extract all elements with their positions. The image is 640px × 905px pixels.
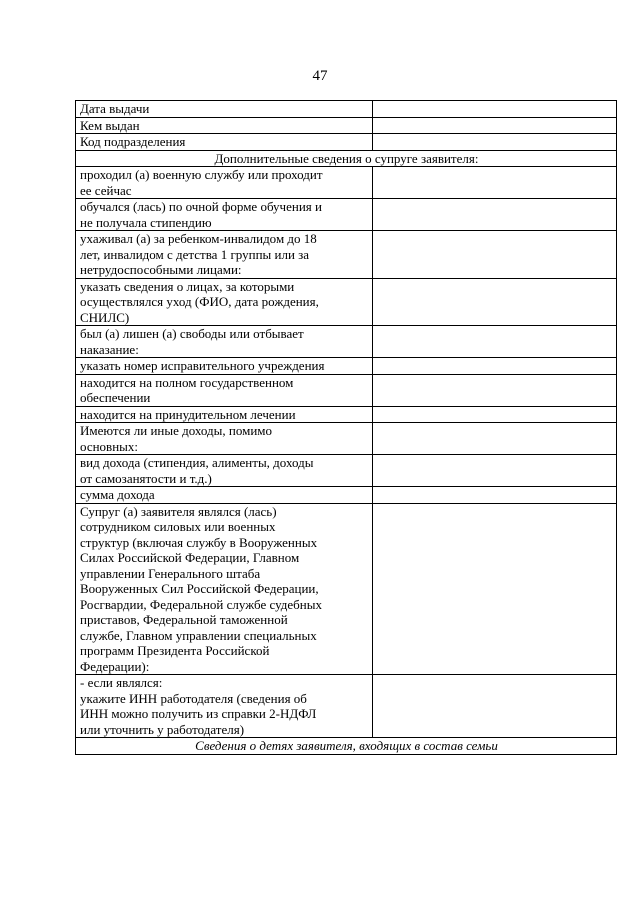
field-label bbox=[76, 278, 373, 326]
field-label-line: был (а) лишен (а) свободы или отбывает bbox=[80, 326, 304, 341]
field-label bbox=[76, 117, 373, 134]
field-label-line: программ Президента Российской bbox=[80, 643, 270, 658]
field-label-line: сотрудником силовых или военных bbox=[80, 519, 276, 534]
form-table bbox=[75, 100, 617, 755]
field-label-line: находится на полном государственном bbox=[80, 374, 294, 390]
field-label-line: обеспечении bbox=[80, 390, 151, 405]
field-label bbox=[76, 675, 373, 738]
field-value[interactable] bbox=[373, 199, 617, 231]
field-label-line: сумма дохода bbox=[80, 487, 155, 502]
field-label-line: проходил (а) военную службу или проходит bbox=[80, 167, 323, 182]
field-label-line: обучался (лась) по очной форме обучения и bbox=[80, 199, 322, 214]
field-label-line: Вооруженных Сил Российской Федерации, bbox=[80, 581, 319, 596]
field-value[interactable] bbox=[373, 101, 617, 118]
field-value[interactable] bbox=[373, 455, 617, 487]
field-label bbox=[76, 406, 373, 423]
field-label-line: указать номер исправительного учреждения bbox=[80, 358, 325, 373]
field-label bbox=[76, 199, 373, 231]
field-label-line: осуществлялся уход (ФИО, дата рождения, bbox=[80, 294, 319, 309]
spouse-field-row bbox=[76, 455, 617, 487]
field-label-line: Супруг (а) заявителя являлся (лась) bbox=[80, 503, 277, 519]
field-label-line: Росгвардии, Федеральной службе судебных bbox=[80, 596, 322, 612]
field-value[interactable] bbox=[373, 134, 617, 151]
field-label-line: ухаживал (а) за ребенком-инвалидом до 18 bbox=[80, 231, 317, 246]
field-label-line: указать сведения о лицах, за которыми bbox=[80, 278, 295, 294]
field-label-line: Код подразделения bbox=[80, 134, 186, 149]
section-title: Сведения о детях заявителя, входящих в состав семьи bbox=[76, 738, 617, 755]
field-label bbox=[76, 167, 373, 199]
field-value[interactable] bbox=[373, 231, 617, 279]
field-label-line: Имеются ли иные доходы, помимо bbox=[80, 423, 273, 438]
field-label-line: от самозанятости и т.д.) bbox=[80, 470, 212, 486]
form-table-body bbox=[76, 101, 617, 755]
field-label-line: службе, Главном управлении специальных bbox=[80, 627, 317, 643]
field-label-line: укажите ИНН работодателя (сведения об bbox=[80, 690, 307, 706]
field-value[interactable] bbox=[373, 167, 617, 199]
document-field-row bbox=[76, 134, 617, 151]
field-label bbox=[76, 455, 373, 487]
spouse-field-row bbox=[76, 487, 617, 504]
field-label-line: Дата выдачи bbox=[80, 101, 150, 116]
field-label bbox=[76, 101, 373, 118]
field-label-line: лет, инвалидом с детства 1 группы или за bbox=[80, 246, 310, 262]
spouse-field-row bbox=[76, 167, 617, 199]
field-label bbox=[76, 326, 373, 358]
spouse-field-row bbox=[76, 423, 617, 455]
field-label-line: СНИЛС) bbox=[80, 309, 130, 325]
spouse-field-row bbox=[76, 675, 617, 738]
field-label bbox=[76, 374, 373, 406]
field-value[interactable] bbox=[373, 423, 617, 455]
field-label-line: структур (включая службу в Вооруженных bbox=[80, 534, 318, 550]
section-title: Дополнительные сведения о супруге заявителя: bbox=[76, 150, 617, 167]
field-label bbox=[76, 423, 373, 455]
spouse-field-row bbox=[76, 278, 617, 326]
field-label-line: или уточнить у работодателя) bbox=[80, 721, 245, 737]
spouse-field-row bbox=[76, 406, 617, 423]
field-label-line: ИНН можно получить из справки 2-НДФЛ bbox=[80, 706, 317, 721]
spouse-field-row bbox=[76, 199, 617, 231]
field-label bbox=[76, 358, 373, 375]
field-label-line: ее сейчас bbox=[80, 182, 132, 198]
spouse-field-row bbox=[76, 326, 617, 358]
field-label-line: вид дохода (стипендия, алименты, доходы bbox=[80, 455, 314, 470]
spouse-section-header bbox=[76, 150, 617, 167]
field-value[interactable] bbox=[373, 675, 617, 738]
field-label-line: Кем выдан bbox=[80, 117, 140, 133]
field-label-line: основных: bbox=[80, 438, 138, 454]
document-field-row bbox=[76, 117, 617, 134]
field-label bbox=[76, 487, 373, 504]
field-value[interactable] bbox=[373, 278, 617, 326]
field-value[interactable] bbox=[373, 374, 617, 406]
spouse-field-row bbox=[76, 358, 617, 375]
field-label bbox=[76, 503, 373, 675]
field-label-line: Силах Российской Федерации, Главном bbox=[80, 550, 300, 565]
field-label-line: не получала стипендию bbox=[80, 214, 212, 230]
children-section-header bbox=[76, 738, 617, 755]
field-label-line: приставов, Федеральной таможенной bbox=[80, 612, 288, 627]
field-value[interactable] bbox=[373, 406, 617, 423]
field-label-line: управлении Генерального штаба bbox=[80, 565, 261, 581]
spouse-field-row bbox=[76, 503, 617, 675]
field-value[interactable] bbox=[373, 117, 617, 134]
field-label-line: Федерации): bbox=[80, 658, 150, 674]
field-label-line: нетрудоспособными лицами: bbox=[80, 262, 242, 277]
field-label bbox=[76, 231, 373, 279]
field-label-line: находится на принудительном лечении bbox=[80, 406, 296, 422]
field-label-line: - если являлся: bbox=[80, 675, 163, 690]
field-value[interactable] bbox=[373, 326, 617, 358]
field-value[interactable] bbox=[373, 487, 617, 504]
field-label bbox=[76, 134, 373, 151]
spouse-field-row bbox=[76, 374, 617, 406]
field-value[interactable] bbox=[373, 503, 617, 675]
field-label-line: наказание: bbox=[80, 341, 139, 357]
document-field-row bbox=[76, 101, 617, 118]
field-value[interactable] bbox=[373, 358, 617, 375]
page-number: 47 bbox=[312, 68, 328, 84]
spouse-field-row bbox=[76, 231, 617, 279]
